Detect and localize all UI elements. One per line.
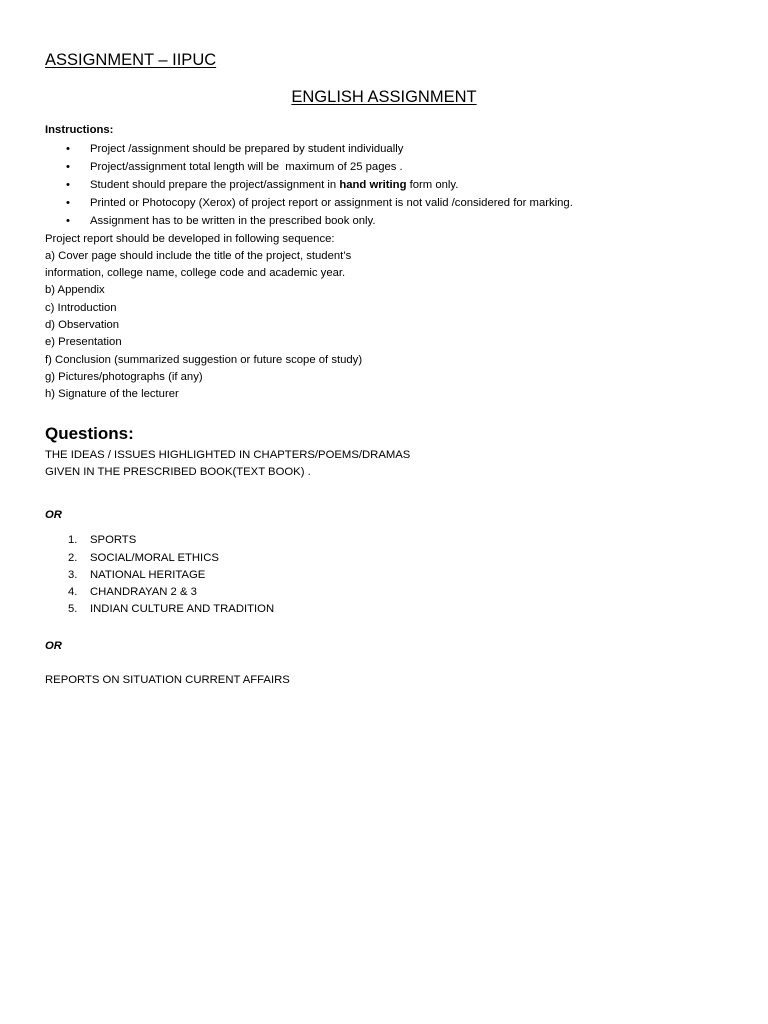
sequence-line: g) Pictures/photographs (if any)	[45, 370, 203, 383]
list-item	[0, 601, 768, 618]
sequence-line: d) Observation	[45, 318, 120, 331]
instructions-list	[0, 140, 768, 230]
list-item	[0, 584, 768, 601]
or-separator: OR	[45, 509, 62, 521]
questions-heading: Questions:	[45, 424, 134, 443]
sequence-line: h) Signature of the lecturer	[45, 388, 179, 401]
list-item	[0, 212, 768, 230]
sequence-line: information, college name, college code and academic year.	[45, 267, 346, 280]
english-assignment-heading: ENGLISH ASSIGNMENT	[291, 88, 477, 106]
sequence-line: b) Appendix	[45, 284, 105, 297]
topic-text: INDIAN CULTURE AND TRADITION	[90, 603, 275, 616]
topic-text: CHANDRAYAN 2 & 3	[90, 586, 197, 599]
question-line: THE IDEAS / ISSUES HIGHLIGHTED IN CHAPTERS/POEMS/DRAMAS	[45, 448, 411, 461]
topic-text: NATIONAL HERITAGE	[90, 568, 206, 581]
sequence-line: f) Conclusion (summarized suggestion or future scope of study)	[45, 353, 363, 366]
or-separator: OR	[45, 640, 62, 652]
bullet-icon: •	[66, 179, 70, 191]
list-item	[0, 194, 768, 212]
emphasis-text: hand writing	[339, 179, 407, 191]
sequence-line: e) Presentation	[45, 336, 122, 349]
question-line: GIVEN IN THE PRESCRIBED BOOK(TEXT BOOK) .	[45, 465, 311, 478]
list-item	[0, 140, 768, 158]
bullet-icon: •	[66, 161, 70, 173]
list-item	[0, 532, 768, 549]
list-item-text: Project/assignment total length will be maximum of 25 pages .	[90, 161, 403, 173]
topics-list	[0, 532, 768, 618]
instructions-heading: Instructions:	[45, 124, 114, 136]
sequence-intro: Project report should be developed in following sequence:	[45, 232, 335, 245]
final-option-text: REPORTS ON SITUATION CURRENT AFFAIRS	[45, 674, 290, 686]
topic-text: SOCIAL/MORAL ETHICS	[90, 551, 219, 564]
bullet-icon: •	[66, 197, 70, 209]
sequence-line: a) Cover page should include the title of the project, student’s	[45, 249, 352, 262]
list-item	[0, 176, 768, 194]
list-number: 1.	[68, 534, 78, 547]
list-number: 5.	[68, 603, 78, 616]
list-item-text: Printed or Photocopy (Xerox) of project report or assignment is not valid /considered for marking.	[90, 197, 573, 209]
report-sequence	[45, 231, 362, 404]
list-number: 3.	[68, 568, 78, 581]
list-number: 2.	[68, 551, 78, 564]
list-item	[0, 158, 768, 176]
text-segment: Student should prepare the project/assignment in	[90, 179, 340, 191]
list-item-text	[90, 176, 458, 194]
list-item	[0, 550, 768, 567]
bullet-icon: •	[66, 143, 70, 155]
questions-text	[45, 447, 410, 482]
assignment-title: ASSIGNMENT – IIPUC	[45, 51, 217, 69]
list-number: 4.	[68, 586, 78, 599]
sequence-line: c) Introduction	[45, 301, 117, 314]
bullet-icon: •	[66, 215, 70, 227]
topic-text: SPORTS	[90, 534, 137, 547]
text-segment: form only.	[406, 179, 459, 191]
list-item	[0, 567, 768, 584]
list-item-text: Project /assignment should be prepared by student individually	[90, 143, 404, 155]
list-item-text: Assignment has to be written in the prescribed book only.	[90, 215, 376, 227]
